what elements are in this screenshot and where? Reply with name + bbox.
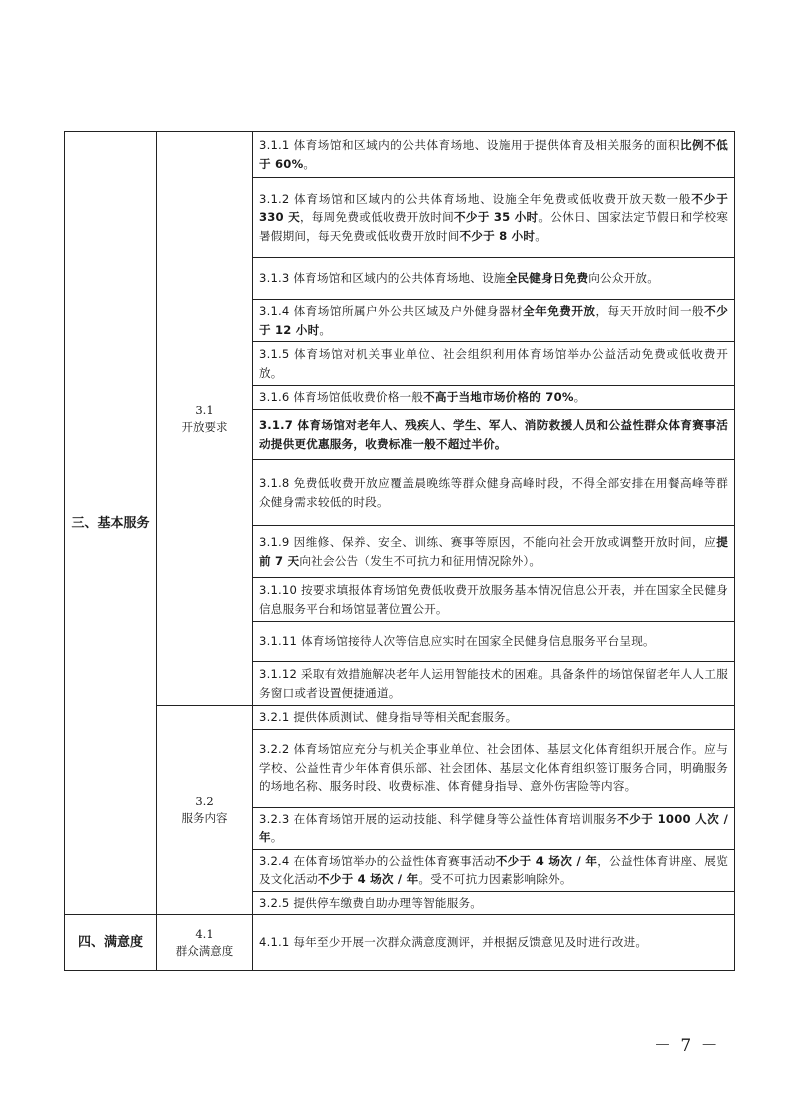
item-3-1-6 — [253, 386, 735, 410]
item-3-2-4 — [253, 849, 735, 891]
item-4-1-1 — [253, 915, 735, 971]
emphasis-text: 比例不低于 60% — [259, 138, 728, 171]
item-text: 3.1.1 体育场馆和区域内的公共体育场地、设施用于提供体育及相关服务的面积 — [259, 138, 680, 152]
subsection-label: 群众满意度 — [175, 943, 234, 958]
item-text: 3.2.3 在体育场馆开展的运动技能、科学健身等公益性体育培训服务 — [259, 811, 618, 826]
item-3-1-3 — [253, 258, 735, 300]
item-text: 3.2.4 在体育场馆举办的公益性体育赛事活动 — [259, 853, 496, 868]
section-basic-services — [65, 132, 157, 915]
item-text: 3.1.11 体育场馆接待人次等信息应实时在国家全民健身信息服务平台呈现。 — [259, 634, 655, 649]
item-text: 。 — [270, 830, 283, 844]
standards-table — [64, 131, 735, 971]
item-text: 3.1.5 体育场馆对机关事业单位、社会组织利用体育场馆举办公益活动免费或低收费开放。 — [259, 347, 728, 380]
item-3-2-1 — [253, 706, 735, 730]
item-text: 3.1.8 免费低收费开放应覆盖晨晚练等群众健身高峰时段，不得全部安排在用餐高峰等群众健身需求较低的时段。 — [259, 476, 728, 509]
emphasis-text: 不少于 8 小时 — [459, 228, 536, 243]
item-text: 3.1.10 按要求填报体育场馆免费低收费开放服务基本情况信息公开表，并在国家全民健身信息服务平台和场馆显著位置公开。 — [259, 583, 728, 616]
item-text: 3.1.12 采取有效措施解决老年人运用智能技术的困难。具备条件的场馆保留老年人人工服务窗口或者设置便捷通道。 — [259, 667, 728, 700]
item-3-1-2 — [253, 178, 735, 258]
item-text: 3.1.4 体育场馆所属户外公共区域及户外健身器材 — [259, 304, 524, 318]
item-3-1-12 — [253, 662, 735, 706]
item-text: 3.2.1 提供体质测试、健身指导等相关配套服务。 — [259, 710, 518, 724]
subsection-label: 开放要求 — [181, 419, 228, 434]
page-number: － 7 － — [654, 1036, 720, 1056]
emphasis-text: 全民健身日免费 — [505, 271, 589, 286]
item-3-1-11 — [253, 622, 735, 662]
item-text: 4.1.1 每年至少开展一次群众满意度测评，并根据反馈意见及时进行改进。 — [259, 935, 648, 950]
item-3-2-3 — [253, 807, 735, 849]
item-3-2-2 — [253, 729, 735, 807]
item-3-1-10 — [253, 578, 735, 622]
item-text: 向公众开放。 — [588, 271, 660, 286]
subsection-number: 3.1 — [195, 402, 214, 417]
item-text: 3.1.7 体育场馆对老年人、残疾人、学生、军人、消防救援人员和公益性群众体育赛事活动提供更优惠服务，收费标准一般不超过半价。 — [259, 418, 728, 451]
item-3-2-5 — [253, 891, 735, 915]
emphasis-text: 不少于 12 小时 — [259, 304, 729, 337]
emphasis-text: 不少于 330 天 — [259, 191, 728, 225]
item-text: 3.1.9 因维修、保养、安全、训练、赛事等原因，不能向社会开放或调整开放时间，应 — [259, 535, 717, 549]
subsection-number: 3.2 — [195, 794, 214, 808]
subsection-public-satisfaction — [157, 915, 253, 971]
item-text: 。 — [303, 156, 316, 171]
emphasis-text: 不高于当地市场价格的 70% — [423, 390, 574, 405]
item-text: 。 — [319, 322, 332, 337]
section-satisfaction — [65, 915, 157, 971]
item-3-1-8 — [253, 460, 735, 526]
emphasis-text: 全年免费开放 — [523, 304, 596, 318]
emphasis-text: 提前 7 天 — [259, 535, 728, 568]
subsection-number: 4.1 — [195, 926, 214, 941]
item-text: 向社会公告（发生不可抗力和征用情况除外）。 — [299, 553, 542, 568]
item-text: ，每周免费或低收费开放时间 — [299, 210, 455, 225]
item-3-1-7 — [253, 410, 735, 460]
item-text: 。 — [535, 228, 548, 243]
emphasis-text: 不少于 4 场次 / 年 — [317, 872, 419, 886]
item-text: ，每天开放时间一般 — [595, 304, 705, 318]
item-text: 3.1.6 体育场馆低收费价格一般 — [259, 390, 424, 405]
item-3-1-4 — [253, 300, 735, 342]
subsection-label: 服务内容 — [181, 811, 228, 825]
subsection-open-requirements — [157, 132, 253, 706]
item-text: 。受不可抗力因素影响除外。 — [418, 872, 572, 886]
item-text: 。 — [573, 390, 586, 405]
item-text: ，公益性体育讲座、展览及文化活动 — [259, 853, 728, 886]
item-text: 3.2.5 提供停车缴费自助办理等智能服务。 — [259, 895, 483, 910]
item-text: 3.2.2 体育场馆应充分与机关企事业单位、社会团体、基层文化体育组织开展合作。应与学校、公益性青少年体育俱乐部、社会团体、基层文化体育组织签订服务合同，明确服务的场地名称、服务时段、收费标准、体育健身指导、意外伤害险等内容。 — [259, 742, 728, 794]
emphasis-text: 不少于 1000 人次 / 年 — [259, 811, 728, 844]
item-3-1-1 — [253, 132, 735, 178]
subsection-service-content — [157, 706, 253, 915]
emphasis-text: 不少于 35 小时 — [454, 210, 539, 225]
item-3-1-9 — [253, 526, 735, 578]
item-text: 3.1.3 体育场馆和区域内的公共体育场地、设施 — [259, 271, 506, 286]
item-3-1-5 — [253, 342, 735, 386]
item-text: 3.1.2 体育场馆和区域内的公共体育场地、设施全年免费或低收费开放天数一般 — [259, 191, 692, 206]
section-title: 四、满意度 — [77, 935, 143, 950]
item-text: 。公休日、国家法定节假日和学校寒暑假期间，每天免费或低收费开放时间 — [259, 210, 728, 243]
emphasis-text: 不少于 4 场次 / 年 — [495, 853, 598, 868]
section-title: 三、基本服务 — [71, 515, 150, 531]
